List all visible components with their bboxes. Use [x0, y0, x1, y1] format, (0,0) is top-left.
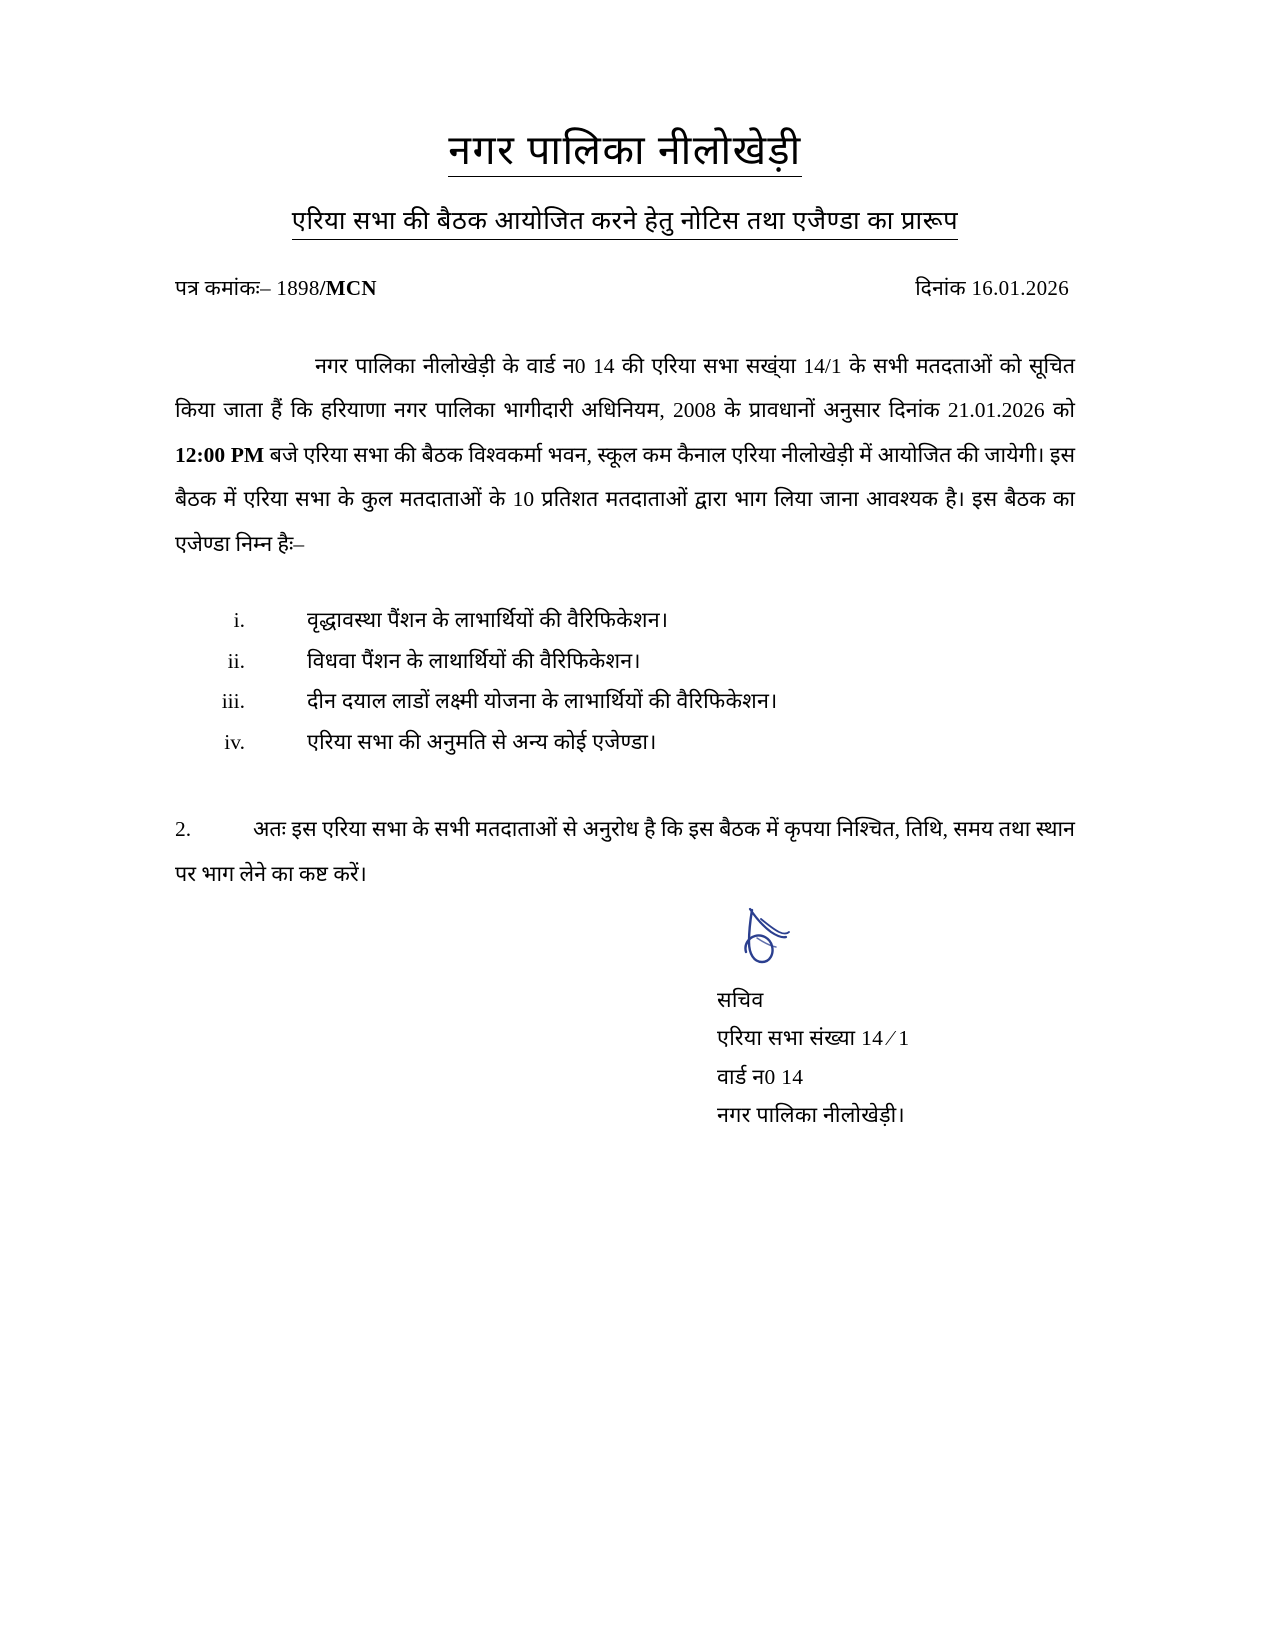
notice-paragraph-1-part-1: नगर पालिका नीलोखेड़ी के वार्ड न0 14 की एरिया सभा सख्ंया 14/1 के सभी मतदताओं को सूचित किया जाता हैं कि हरियाणा नगर पालिका भागीदारी अधिनियम, 2008 के प्रावधानों अनुसार दिनांक 21.01.2026 को [175, 353, 1075, 422]
signatory-designation: सचिव [717, 988, 764, 1012]
reference-label: पत्र कमांकः– [175, 275, 277, 300]
document-subtitle-text: एरिया सभा की बैठक आयोजित करने हेतु नोटिस तथा एजैण्डा का प्रारूप [292, 206, 958, 240]
agenda-item-text: वृद्धावस्था पैंशन के लाभार्थियों की वैरिफिकेशन। [307, 608, 669, 632]
notice-paragraph-2 [175, 807, 1075, 896]
agenda-marker: iv. [224, 729, 245, 754]
agenda-marker: iii. [221, 689, 245, 713]
list-item [175, 610, 1075, 632]
agenda-item-text: दीन दयाल लाडों लक्ष्मी योजना के लाभार्थियों की वैरिफिकेशन। [307, 689, 778, 713]
notice-paragraph-1 [175, 344, 1075, 567]
list-item [175, 648, 1075, 673]
signature-icon [729, 900, 799, 974]
list-item [175, 691, 1075, 713]
paragraph-2-number: 2. [175, 817, 192, 841]
list-item [175, 729, 1075, 754]
agenda-item-text: एरिया सभा की अनुमति से अन्य कोई एजेण्डा। [307, 729, 657, 754]
reference-row [175, 274, 1075, 302]
document-subtitle [175, 174, 1075, 237]
meeting-time: 12:00 PM [175, 442, 265, 467]
document-content [175, 0, 1075, 896]
page-title-text: नगर पालिका नीलोखेड़ी [448, 127, 801, 177]
notice-paragraph-1-part-2: बजे एरिया सभा की बैठक विश्वकर्मा भवन, स्कूल कम कैनाल एरिया नीलोखेड़ी में आयोजित की जायेगी। इस बैठक में एरिया सभा के कुल मतदाताओं के 10 प्रतिशत मतदाताओं द्वारा भाग लिया जाना आवश्यक है। इस बैठक का एजेण्डा निम्न हैः– [175, 442, 1075, 556]
signatory-municipality: नगर पालिका नीलोखेड़ी। [717, 1102, 905, 1127]
signatory-area-sabha: एरिया सभा संख्या 14 ⁄ 1 [717, 1026, 910, 1051]
page-title [175, 0, 1075, 174]
reference-number: 1898 [276, 275, 320, 300]
agenda-item-text: विधवा पैंशन के लाथार्थियों की वैरिफिकेशन। [307, 648, 641, 673]
paragraph-2-text: अतः इस एरिया सभा के सभी मतदाताओं से अनुरोध है कि इस बैठक में कृपया निश्चित, तिथि, समय तथा स्थान पर भाग लेने का कष्ट करें। [175, 817, 1075, 886]
agenda-list [175, 610, 1075, 753]
agenda-marker: ii. [227, 648, 245, 673]
signatory-ward: वार्ड न0 14 [717, 1064, 804, 1089]
reference-suffix: /MCN [319, 275, 377, 300]
reference-number-group [175, 274, 377, 302]
signature-block [717, 900, 1047, 1134]
document-date: दिनांक 16.01.2026 [915, 275, 1069, 300]
agenda-marker: i. [233, 608, 245, 632]
